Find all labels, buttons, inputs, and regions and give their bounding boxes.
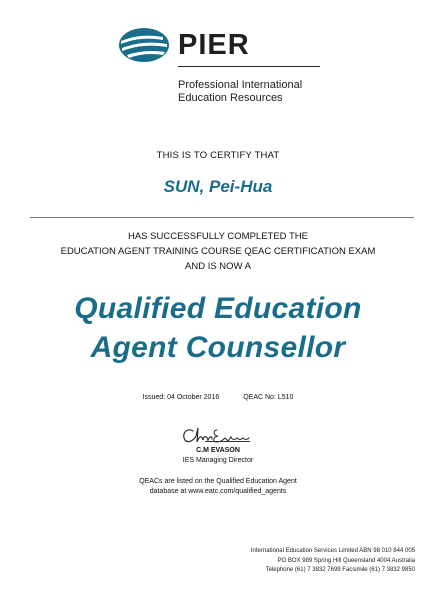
company-footer: [251, 547, 415, 576]
signer-name: C.M EVASON: [196, 447, 240, 454]
certify-heading: THIS IS TO CERTIFY THAT: [156, 150, 280, 161]
issue-details: [0, 394, 436, 401]
registry-note: [0, 477, 436, 497]
qualification-title-line-1: Qualified Education: [74, 292, 362, 325]
qeac-number: QEAC No: L510: [243, 394, 294, 401]
recipient-name: SUN, Pei-Hua: [163, 177, 273, 196]
completion-line-1: HAS SUCCESSFULLY COMPLETED THE: [127, 231, 309, 242]
signature-image: [179, 422, 251, 448]
organization-line-1: Professional International: [178, 79, 303, 91]
footer-line-3: Telephone (61) 7 3832 7699 Facsimile (61) 7 3832 9850: [265, 567, 415, 573]
completion-statement: [0, 229, 436, 274]
qualification-title-line-2: Agent Counsellor: [90, 331, 346, 364]
registry-note-line-2: database at www.eatc.com/qualified_agents: [149, 488, 287, 495]
footer-line-1: International Education Services Limited ABN 98 010 844 005: [250, 548, 415, 554]
pier-globe-icon: [117, 26, 177, 64]
name-divider: [30, 217, 414, 218]
organization-line-2: Education Resources: [178, 92, 283, 104]
registry-note-line-1: QEACs are listed on the Qualified Education Agent: [139, 478, 297, 485]
completion-line-3: AND IS NOW A: [185, 261, 251, 272]
logo-divider: [178, 66, 320, 67]
signature-line: [205, 441, 250, 442]
qualification-title: [0, 289, 436, 367]
footer-line-2: PO BOX 989 Spring Hill Queensland 4004 Australia: [277, 557, 415, 564]
completion-line-2: EDUCATION AGENT TRAINING COURSE QEAC CERTIFICATION EXAM: [60, 246, 376, 257]
signer-role: IES Managing Director: [182, 457, 254, 464]
organization-name: [178, 79, 302, 105]
issue-date: Issued: 04 October 2016: [142, 394, 220, 401]
brand-name: PIER: [178, 29, 250, 61]
